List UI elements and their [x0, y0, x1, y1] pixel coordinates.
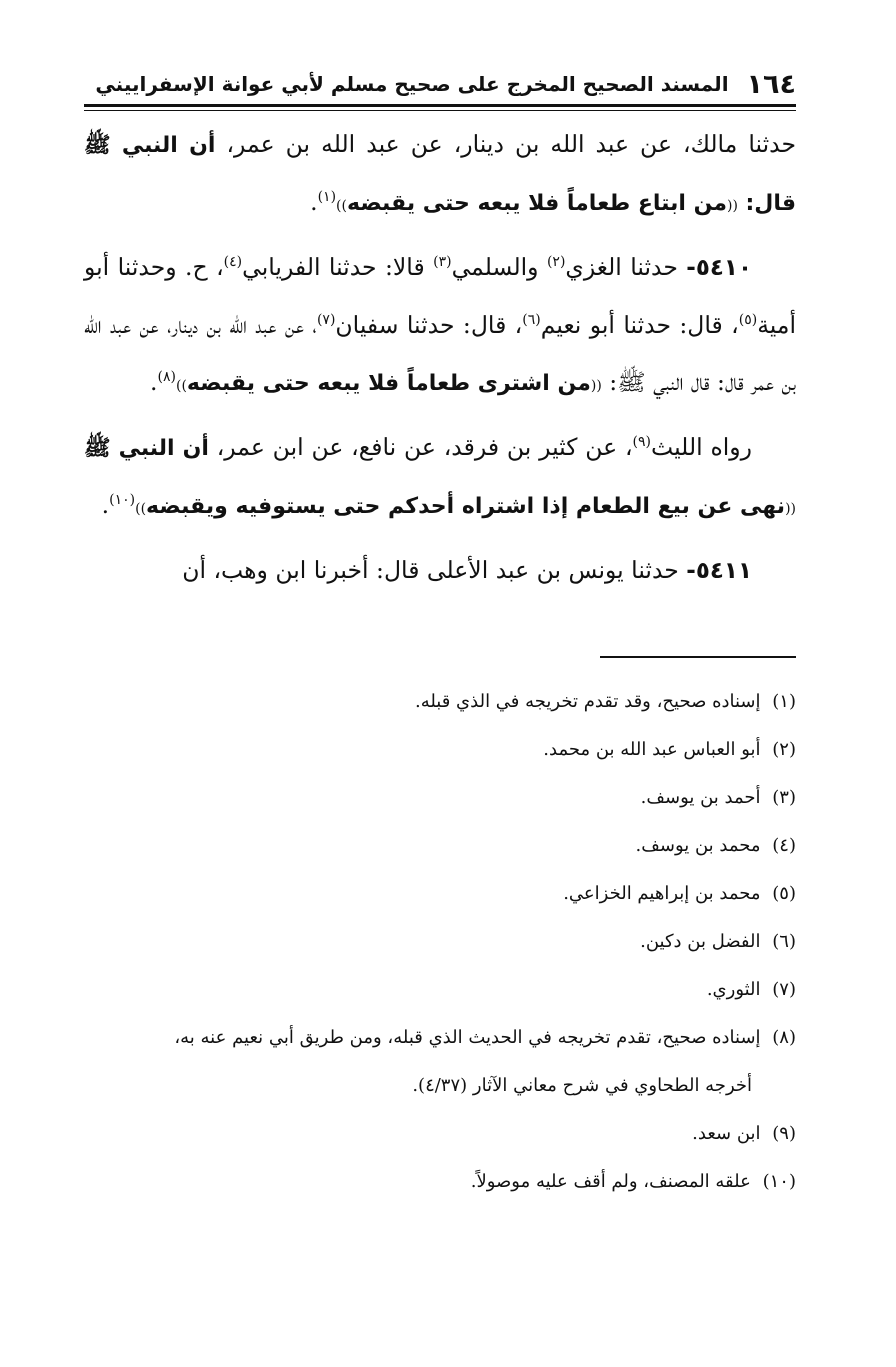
- hadith-5410: [84, 239, 796, 415]
- footnote-9: [84, 1110, 796, 1158]
- header-rule-thick: [84, 104, 796, 107]
- main-text: [84, 116, 796, 604]
- paragraph-1: [84, 116, 796, 235]
- footnote-10: [84, 1158, 796, 1206]
- p1-text: حدثنا مالك، عن عبد الله بن دينار، عن عبد الله بن عمر،: [215, 130, 797, 158]
- p2-end: .: [150, 368, 158, 396]
- hadith-number: ٥٤١٠-: [686, 255, 752, 281]
- hadith-text: نهى عن بيع الطعام إذا اشتراه أحدكم حتى يستوفيه ويقبضه: [146, 494, 786, 519]
- footnotes: [84, 678, 796, 1206]
- footnote-number: (٦): [772, 931, 796, 952]
- footnote-number: (١): [772, 691, 796, 712]
- quote-open: ((: [727, 198, 738, 214]
- p2-text: حدثنا الغزي: [565, 253, 687, 281]
- footnote-text: إسناده صحيح، وقد تقدم تخريجه في الذي قبله.: [414, 691, 761, 712]
- footnote-text: أخرجه الطحاوي في شرح معاني الآثار (٤/٣٧).: [412, 1075, 752, 1096]
- header-rule-thin: [84, 110, 796, 111]
- footnote-1: [84, 678, 796, 726]
- hadith-text: من اشترى طعاماً فلا يبعه حتى يقبضه: [186, 371, 591, 396]
- p2-text: ، قال: حدثنا أبو نعيم: [540, 311, 739, 339]
- footnote-ref: (٧): [316, 312, 336, 329]
- p3-end: .: [101, 491, 110, 519]
- p2-text: ، قال: حدثنا سفيان: [335, 311, 523, 339]
- footnote-number: (٩): [772, 1123, 796, 1144]
- footnote-text: محمد بن يوسف.: [635, 835, 761, 856]
- footnote-separator: [600, 656, 796, 658]
- quote-open: ((: [785, 501, 796, 517]
- page-number: ١٦٤: [746, 68, 796, 100]
- p2-text: ، عن عبد الله بن دينار، عن عبد الله بن عمر قال: قال النبي ﷺ:: [84, 311, 796, 396]
- paragraph-3: [84, 419, 796, 538]
- p2-text: قالا: حدثنا الفريابي: [242, 253, 434, 281]
- footnote-ref: (٢): [546, 254, 566, 271]
- page-header: [84, 66, 796, 102]
- footnote-2: [84, 726, 796, 774]
- quote-open: ((: [590, 378, 602, 394]
- quote-close: )): [175, 378, 187, 394]
- footnote-number: (٥): [772, 883, 796, 904]
- footnote-text: أبو العباس عبد الله بن محمد.: [543, 739, 761, 760]
- footnote-8: [84, 1014, 796, 1062]
- quote-close: )): [135, 501, 147, 517]
- footnote-ref: (٥): [738, 312, 758, 329]
- footnote-text: محمد بن إبراهيم الخزاعي.: [563, 883, 761, 904]
- hadith-number: ٥٤١١-: [686, 558, 752, 584]
- quote-close: )): [336, 198, 347, 214]
- footnote-number: (١٠): [762, 1171, 796, 1192]
- footnote-5: [84, 870, 796, 918]
- footnote-number: (٢): [772, 739, 796, 760]
- footnote-text: أحمد بن يوسف.: [640, 787, 761, 808]
- running-title: المسند الصحيح المخرج على صحيح مسلم لأبي عوانة الإسفراييني: [95, 72, 729, 96]
- p3-bold-phrase: أن النبي ﷺ: [84, 436, 209, 461]
- footnote-ref: (٦): [522, 312, 541, 329]
- footnote-ref: (٨): [157, 369, 176, 386]
- footnote-6: [84, 918, 796, 966]
- footnote-text: ابن سعد.: [692, 1123, 761, 1144]
- footnote-number: (٨): [772, 1027, 796, 1048]
- footnote-number: (٧): [772, 979, 796, 1000]
- footnote-ref: (١٠): [109, 492, 136, 509]
- p3-text: ، عن كثير بن فرقد، عن نافع، عن ابن عمر،: [208, 433, 633, 461]
- footnote-number: (٤): [772, 835, 796, 856]
- p2-text: ، ح. وحدثنا أبو أمية: [84, 253, 796, 339]
- p2-text: والسلمي: [451, 253, 547, 281]
- footnote-3: [84, 774, 796, 822]
- footnote-text: الثوري.: [706, 979, 761, 1000]
- footnote-text: علقه المصنف، ولم أقف عليه موصولاً.: [470, 1171, 751, 1192]
- footnote-8-continuation: [84, 1062, 796, 1110]
- p1-end: .: [310, 188, 318, 216]
- hadith-5411: [84, 542, 796, 600]
- footnote-ref: (٤): [223, 254, 243, 271]
- footnote-ref: (٣): [433, 254, 452, 271]
- footnote-text: إسناده صحيح، تقدم تخريجه في الحديث الذي قبله، ومن طريق أبي نعيم عنه به،: [174, 1027, 761, 1048]
- footnote-7: [84, 966, 796, 1014]
- footnote-number: (٣): [772, 787, 796, 808]
- footnote-ref: (١): [317, 189, 337, 206]
- p4-text: حدثنا يونس بن عبد الأعلى قال: أخبرنا ابن وهب، أن: [182, 556, 687, 584]
- footnote-text: الفضل بن دكين.: [640, 931, 761, 952]
- footnote-ref: (٩): [632, 434, 652, 451]
- p1-bold-phrase: أن النبي ﷺ قال:: [84, 133, 796, 216]
- hadith-text: من ابتاع طعاماً فلا يبعه حتى يقبضه: [346, 191, 728, 216]
- footnote-4: [84, 822, 796, 870]
- p3-text: رواه الليث: [651, 433, 752, 461]
